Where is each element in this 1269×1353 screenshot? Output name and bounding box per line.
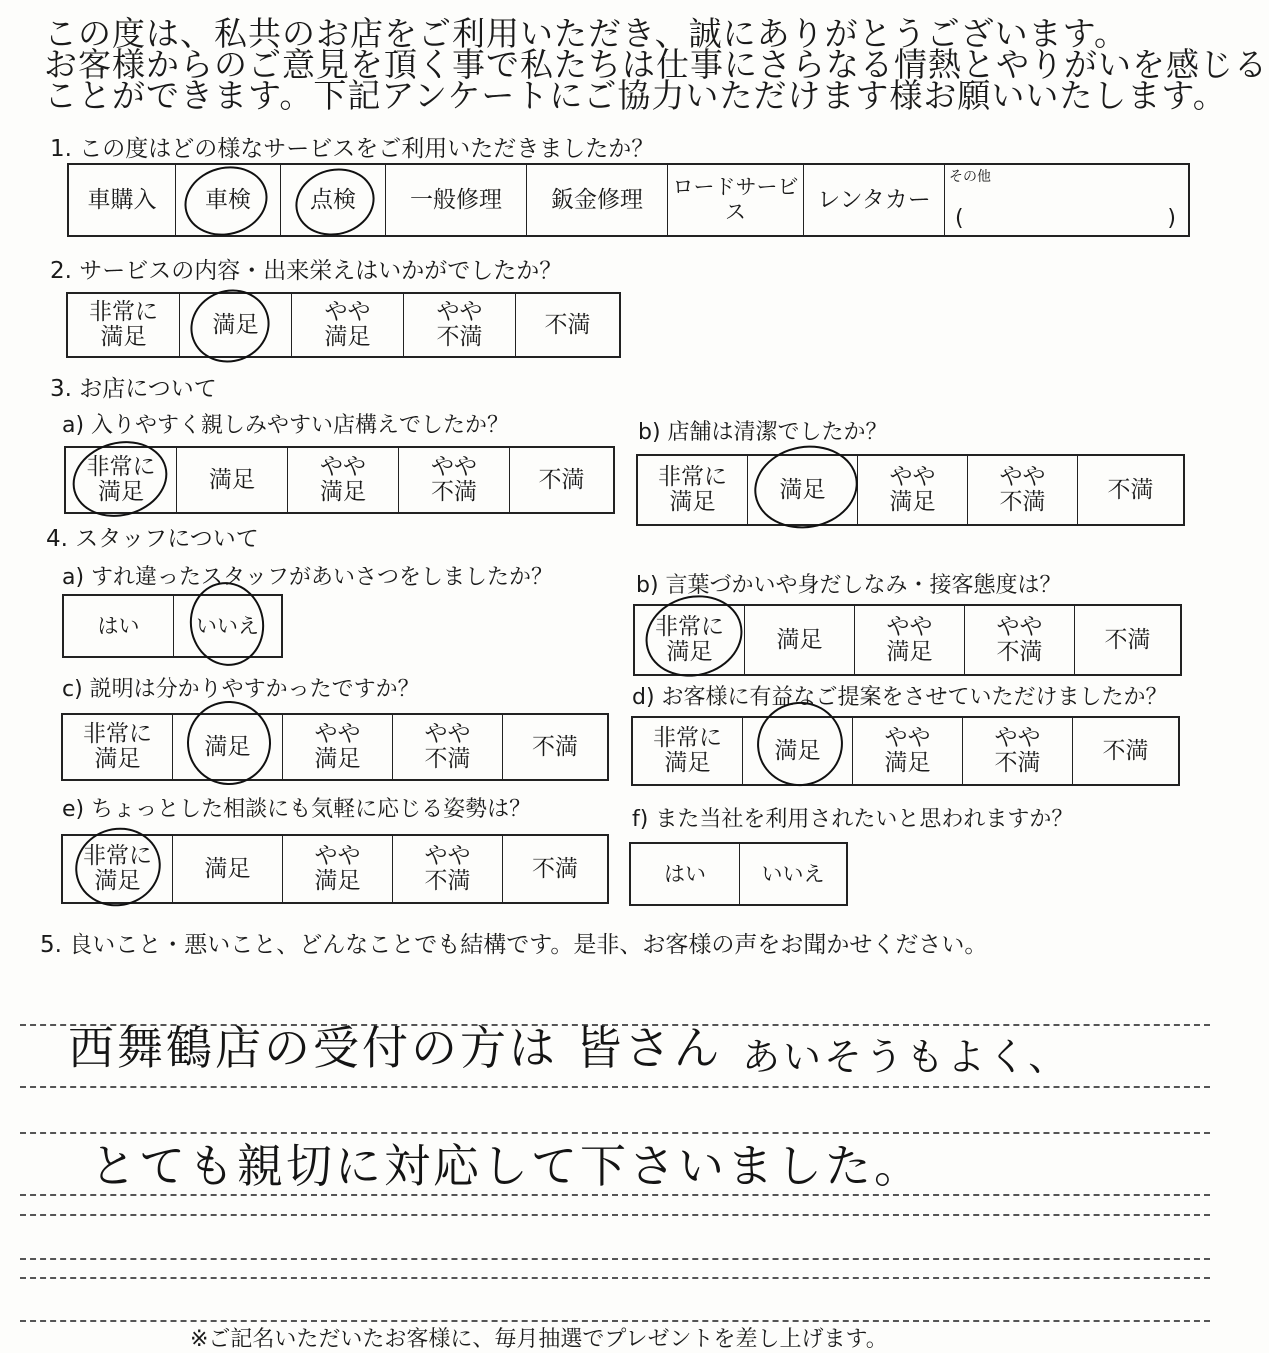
q4a-title: a) すれ違ったスタッフがあいさつをしましたか？ xyxy=(62,565,554,590)
q4b-option-somewhat-dissatisfied[interactable]: やや 不満 xyxy=(965,605,1075,675)
q4d-option-somewhat-dissatisfied[interactable]: やや 不満 xyxy=(963,717,1073,785)
q4b-options xyxy=(633,604,1182,676)
answer-line-2 xyxy=(20,1086,1210,1088)
q2-option-very-satisfied[interactable]: 非常に 満足 xyxy=(67,293,180,357)
q1-other-open: ( xyxy=(955,206,964,231)
q4e-title: e) ちょっとした相談にも気軽に応じる姿勢は？ xyxy=(62,797,532,822)
answer-line-5 xyxy=(20,1214,1210,1216)
q3b-title: b) 店舗は清潔でしたか？ xyxy=(638,420,888,445)
q3a-option-somewhat-dissatisfied[interactable]: やや 不満 xyxy=(399,447,510,513)
answer-line-7 xyxy=(20,1277,1210,1279)
q3a-option-very-satisfied[interactable]: 非常に 満足 xyxy=(65,447,177,513)
q4-title: 4. スタッフについて xyxy=(46,526,259,552)
q4d-options xyxy=(631,716,1180,786)
intro-text xyxy=(44,14,1268,115)
intro-line-3: ことができます。下記アンケートにご協力いただけます様お願いいたします。 xyxy=(44,76,1227,115)
q4b-option-dissatisfied[interactable]: 不満 xyxy=(1075,605,1182,675)
q4b-option-very-satisfied[interactable]: 非常に 満足 xyxy=(634,605,745,675)
q4c-options xyxy=(61,713,609,781)
q4c-option-satisfied[interactable]: 満足 xyxy=(173,714,283,780)
q4d-option-somewhat-satisfied[interactable]: やや 満足 xyxy=(853,717,963,785)
q4d-title: d) お客様に有益なご提案をさせていただけましたか？ xyxy=(632,685,1168,710)
q1-option-other[interactable] xyxy=(945,164,1190,236)
q5-answer-handwriting-2: とても親切に対応して下さいました。 xyxy=(90,1139,923,1193)
q3b-option-very-satisfied[interactable]: 非常に 満足 xyxy=(637,455,748,525)
q4d-option-satisfied[interactable]: 満足 xyxy=(743,717,853,785)
q2-title: 2. サービスの内容・出来栄えはいかがでしたか？ xyxy=(50,258,563,284)
q3a-title: a) 入りやすく親しみやすい店構えでしたか？ xyxy=(62,413,510,438)
q1-option-rental[interactable]: レンタカー xyxy=(804,164,945,236)
q4e-option-dissatisfied[interactable]: 不満 xyxy=(503,835,609,903)
q4e-options xyxy=(61,834,609,904)
q1-option-shaken[interactable]: 車検 xyxy=(176,164,281,236)
q4b-title: b) 言葉づかいや身だしなみ・接客態度は？ xyxy=(636,573,1062,598)
q2-option-dissatisfied[interactable]: 不満 xyxy=(516,293,621,357)
q4e-option-somewhat-satisfied[interactable]: やや 満足 xyxy=(283,835,393,903)
q4c-option-somewhat-dissatisfied[interactable]: やや 不満 xyxy=(393,714,503,780)
q2-option-somewhat-satisfied[interactable]: やや 満足 xyxy=(292,293,404,357)
q1-title: 1. この度はどの様なサービスをご利用いただきましたか？ xyxy=(50,136,655,162)
q1-option-car-purchase[interactable]: 車購入 xyxy=(68,164,176,236)
q3b-option-dissatisfied[interactable]: 不満 xyxy=(1078,455,1185,525)
q4d-option-very-satisfied[interactable]: 非常に 満足 xyxy=(632,717,743,785)
q1-option-general-repair[interactable]: 一般修理 xyxy=(386,164,527,236)
q5-answer-handwriting-1b: あいそうもよく、 xyxy=(742,1035,1070,1079)
q5-answer-handwriting-1a: 西舞鶴店の受付の方は 皆さん xyxy=(68,1021,723,1075)
q1-option-road-service[interactable]: ロードサービス xyxy=(668,164,804,236)
q4c-option-very-satisfied[interactable]: 非常に 満足 xyxy=(62,714,173,780)
q4c-title: c) 説明は分かりやすかったですか？ xyxy=(62,677,420,702)
answer-line-6 xyxy=(20,1258,1210,1260)
q3a-options xyxy=(64,446,615,514)
q2-option-somewhat-dissatisfied[interactable]: やや 不満 xyxy=(404,293,516,357)
q1-option-bodywork[interactable]: 鈑金修理 xyxy=(527,164,668,236)
q2-option-satisfied[interactable]: 満足 xyxy=(180,293,292,357)
q4e-option-satisfied[interactable]: 満足 xyxy=(173,835,283,903)
q4c-option-somewhat-satisfied[interactable]: やや 満足 xyxy=(283,714,393,780)
footer-note: ※ご記名いただいたお客様に、毎月抽選でプレゼントを差し上げます。 xyxy=(190,1327,888,1352)
q4a-options xyxy=(62,594,283,658)
q4f-option-no[interactable]: いいえ xyxy=(740,843,848,905)
q4a-option-no[interactable]: いいえ xyxy=(174,595,283,657)
q1-options xyxy=(67,163,1190,237)
q4e-option-somewhat-dissatisfied[interactable]: やや 不満 xyxy=(393,835,503,903)
q5-title: 5. 良いこと・悪いこと、どんなことでも結構です。是非、お客様の声をお聞かせください。 xyxy=(40,932,988,958)
q3b-option-satisfied[interactable]: 満足 xyxy=(748,455,858,525)
q3b-options xyxy=(636,454,1185,526)
q4f-options xyxy=(629,842,848,906)
q4d-option-dissatisfied[interactable]: 不満 xyxy=(1073,717,1180,785)
q1-other-close: ) xyxy=(1167,206,1176,231)
q3b-option-somewhat-dissatisfied[interactable]: やや 不満 xyxy=(968,455,1078,525)
q3a-option-somewhat-satisfied[interactable]: やや 満足 xyxy=(288,447,399,513)
q4f-option-yes[interactable]: はい xyxy=(630,843,740,905)
intro-line-2: お客様からのご意見を頂く事で私たちは仕事にさらなる情熱とやりがいを感じる xyxy=(44,45,1268,84)
q3a-option-satisfied[interactable]: 満足 xyxy=(177,447,288,513)
q1-option-inspection[interactable]: 点検 xyxy=(281,164,386,236)
q3-title: 3. お店について xyxy=(50,376,217,402)
q4a-option-yes[interactable]: はい xyxy=(63,595,174,657)
q3b-option-somewhat-satisfied[interactable]: やや 満足 xyxy=(858,455,968,525)
q3a-option-dissatisfied[interactable]: 不満 xyxy=(510,447,615,513)
q4f-title: f) また当社を利用されたいと思われますか？ xyxy=(632,807,1074,832)
q4b-option-satisfied[interactable]: 満足 xyxy=(745,605,855,675)
q4c-option-dissatisfied[interactable]: 不満 xyxy=(503,714,609,780)
q2-options xyxy=(66,292,621,358)
q4b-option-somewhat-satisfied[interactable]: やや 満足 xyxy=(855,605,965,675)
q1-other-label: その他 xyxy=(949,169,991,185)
q4e-option-very-satisfied[interactable]: 非常に 満足 xyxy=(62,835,173,903)
intro-line-1: この度は、私共のお店をご利用いただき、誠にありがとうございます。 xyxy=(44,14,1129,53)
